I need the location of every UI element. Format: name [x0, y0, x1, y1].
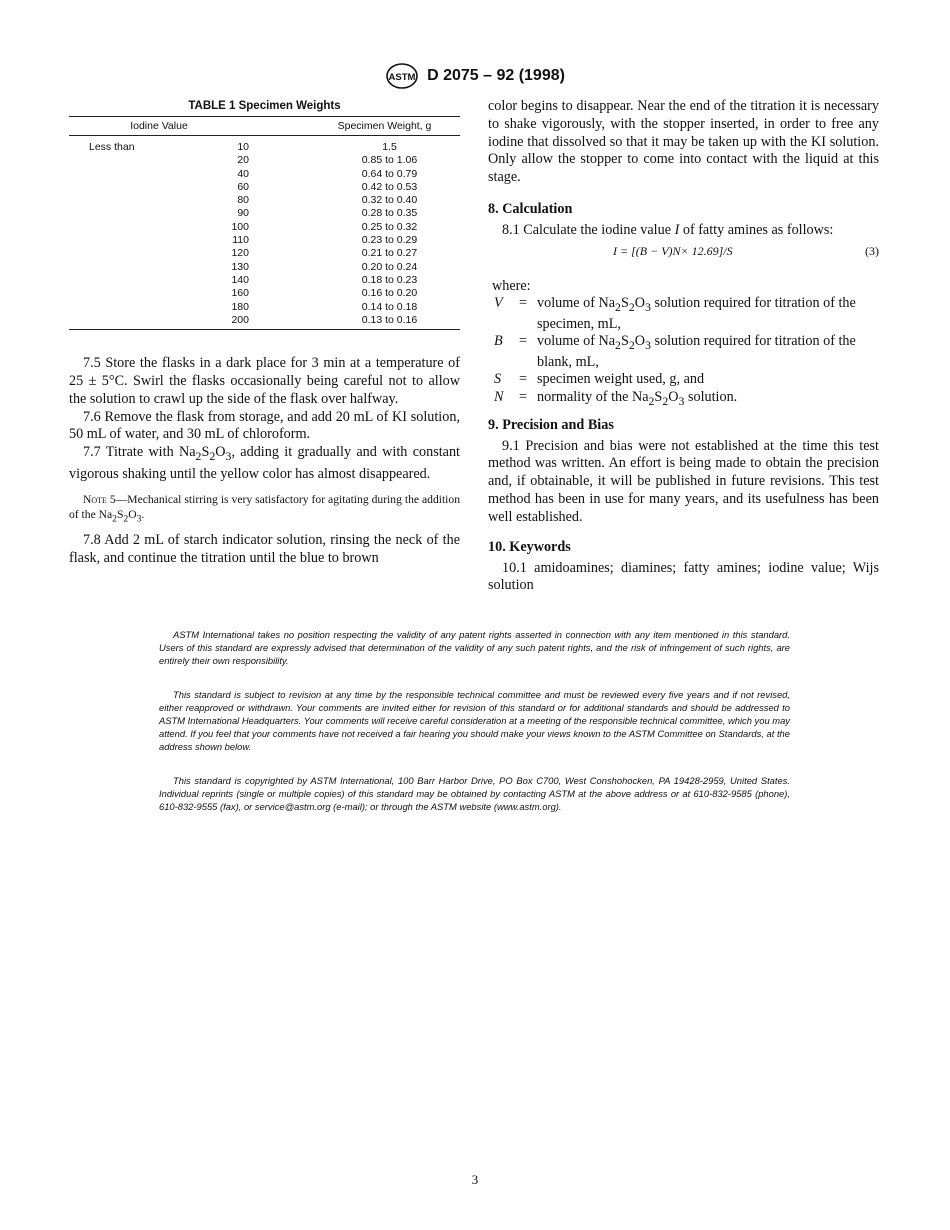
astm-footer-notice — [159, 628, 790, 833]
less-than-label — [69, 221, 228, 234]
table-row — [69, 301, 460, 314]
formula: I = [(B − V)N× 12.69]/S — [613, 243, 733, 258]
table-row — [69, 221, 460, 234]
iodine-value-cell: 140 — [231, 273, 249, 286]
specimen-weight-cell: 0.28 to 0.35 — [361, 207, 418, 220]
paragraph-7-5: 7.5 Store the flasks in a dark place for 3 min at a temperature of 25 ± 5°C. Swirl the flasks occasionally being careful not to allow the solution to crawl up the side of the flask over halfway. — [69, 355, 460, 407]
svg-text:ASTM: ASTM — [388, 72, 416, 83]
specimen-weight-cell: 0.13 to 0.16 — [249, 314, 460, 330]
less-than-label — [69, 314, 228, 330]
page-header — [0, 62, 950, 90]
definition-v: V = volume of $Na_2S_2O_3$ solution required for titration of the specimen, mL, — [494, 294, 856, 333]
column-header-iodine-value: Iodine Value — [69, 117, 249, 136]
table-row — [69, 194, 460, 207]
left-column — [69, 98, 460, 567]
specimen-weight-cell: 0.64 to 0.79 — [361, 167, 418, 180]
less-than-label — [69, 287, 228, 300]
specimen-weight-cell: 0.25 to 0.32 — [361, 220, 418, 233]
definition-s: S = specimen weight used, g, and — [494, 371, 705, 388]
table-row — [69, 314, 460, 330]
right-column — [488, 98, 879, 595]
revision-notice: This standard is subject to revision at any time by the responsible technical committee and must be reviewed every five years and if not revised, either reapproved or withdrawn. Your comments are invited either for revision of this standard or for additional standards and should be addressed to ASTM International Headquarters. Your comments will receive careful consideration at a meeting of the responsible technical committee, which you may attend. If you feel that your comments have not received a fair hearing you should make your views known to the ASTM Committee on Standards, at the address shown below. — [159, 688, 790, 753]
table-row — [69, 274, 460, 287]
iodine-value-cell: 10 — [237, 141, 249, 153]
iodine-value-cell: 110 — [232, 234, 249, 247]
table-row — [69, 287, 460, 300]
less-than-label — [69, 301, 228, 314]
specimen-weight-cell: 0.18 to 0.23 — [361, 273, 418, 286]
table-row — [69, 247, 460, 260]
less-than-label — [69, 194, 228, 207]
paragraph-7-7: 7.7 Titrate with $Na_2S_2O_3$, adding it gradually and with constant vigorous shaking until the yellow color has almost disappeared. — [69, 444, 460, 482]
equation-number: (3) — [865, 243, 879, 258]
less-than-label — [69, 181, 228, 194]
specimen-weight-cell: 0.42 to 0.53 — [361, 180, 418, 193]
iodine-value-equation — [488, 240, 879, 264]
column-header-specimen-weight: Specimen Weight, g — [249, 117, 460, 136]
iodine-value-cell: 100 — [231, 220, 249, 233]
variable-definitions — [488, 278, 879, 410]
table-row — [69, 154, 460, 167]
specimen-weight-cell: 0.85 to 1.06 — [361, 154, 418, 167]
note-5: Note 5—Mechanical stirring is very satisfactory for agitating during the addition of the $Na_2S_2O_3$. — [69, 492, 460, 524]
specimen-weight-cell: 0.16 to 0.20 — [361, 287, 418, 300]
less-than-label — [69, 261, 228, 274]
iodine-value-cell: 180 — [231, 300, 249, 313]
paragraph-10-1: 10.1 amidoamines; diamines; fatty amines; iodine value; Wijs solution — [488, 559, 879, 594]
iodine-value-cell: 160 — [231, 287, 249, 300]
astm-logo — [385, 62, 419, 90]
iodine-value-cell: 120 — [231, 247, 249, 260]
paragraph-7-6: 7.6 Remove the flask from storage, and add 20 mL of KI solution, 50 mL of water, and 30 mL of chloroform. — [69, 408, 460, 443]
less-than-label — [69, 234, 228, 247]
specimen-weight-cell: 0.21 to 0.27 — [361, 247, 418, 260]
less-than-label: Less than — [89, 141, 135, 153]
patent-notice: ASTM International takes no position respecting the validity of any patent rights asserted in connection with any item mentioned in this standard. Users of this standard are expressly advised that determination of the validity of any such patent rights, and the risk of infringement of such rights, are entirely their own responsibility. — [159, 629, 790, 667]
less-than-label — [69, 247, 228, 260]
less-than-label — [69, 154, 228, 167]
paragraph-7-8: 7.8 Add 2 mL of starch indicator solution, rinsing the neck of the flask, and continue the titration until the blue to brown — [69, 531, 460, 566]
page-number: 3 — [471, 1172, 479, 1187]
specimen-weight-cell: 0.20 to 0.24 — [361, 260, 418, 273]
iodine-value-cell: 40 — [237, 167, 249, 180]
paragraph-8-1: 8.1 Calculate the iodine value I of fatty amines as follows: — [502, 221, 834, 238]
definition-n: N = normality of the $Na_2S_2O_3$ solution. — [494, 388, 738, 408]
table-row — [69, 181, 460, 194]
iodine-value-cell: 130 — [231, 260, 249, 273]
table-title: TABLE 1 Specimen Weights — [188, 100, 341, 112]
table-row — [69, 261, 460, 274]
iodine-value-cell: 200 — [228, 314, 249, 330]
table-row — [69, 234, 460, 247]
specimen-weight-cell: 0.14 to 0.18 — [361, 300, 418, 313]
less-than-label — [69, 207, 228, 220]
specimen-weight-cell: 0.32 to 0.40 — [361, 194, 418, 207]
table-row — [69, 207, 460, 220]
iodine-value-cell: 90 — [237, 207, 249, 220]
where-label: where: — [492, 277, 531, 294]
iodine-value-cell: 60 — [237, 180, 249, 193]
table-row — [69, 168, 460, 181]
section-10-heading: 10. Keywords — [488, 538, 571, 555]
less-than-label — [69, 274, 228, 287]
less-than-label — [69, 168, 228, 181]
iodine-value-cell: 80 — [237, 194, 249, 207]
specimen-weight-cell: 1.5 — [382, 141, 397, 153]
copyright-notice: This standard is copyrighted by ASTM International, 100 Barr Harbor Drive, PO Box C700, West Conshohocken, PA 19428-2959, United States. Individual reprints (single or multiple copies) of this standard may be obtained by contacting ASTM at the above address or at 610-832-9585 (phone), 610-832-9555 (fax), or service@astm.org (e-mail); or through the ASTM website (www.astm.org). — [159, 774, 790, 813]
table-row — [69, 136, 460, 155]
standard-designation: D 2075 – 92 (1998) — [427, 67, 565, 84]
paragraph-9-1: 9.1 Precision and bias were not established at the time this test method was written. An effort is being made to obtain the precision and, if obtainable, it will be published in future revisions. This test method has been in use for many years, and its usefulness has been well established. — [488, 437, 879, 525]
paragraph-7-8-continued: color begins to disappear. Near the end of the titration it is necessary to shake vigorously, with the stopper inserted, in order to free any iodine that dissolved so that it may be taken up with the KI solution. Only allow the stopper to come into contact with the liquid at this stage. — [488, 98, 879, 186]
specimen-weights-table — [69, 116, 460, 330]
definition-b: B = volume of $Na_2S_2O_3$ solution required for titration of the blank, mL, — [494, 333, 856, 371]
iodine-value-cell: 20 — [237, 154, 249, 167]
table-body — [69, 136, 460, 330]
section-8-heading: 8. Calculation — [488, 200, 573, 217]
section-9-heading: 9. Precision and Bias — [488, 416, 614, 433]
specimen-weight-cell: 0.23 to 0.29 — [361, 234, 418, 247]
